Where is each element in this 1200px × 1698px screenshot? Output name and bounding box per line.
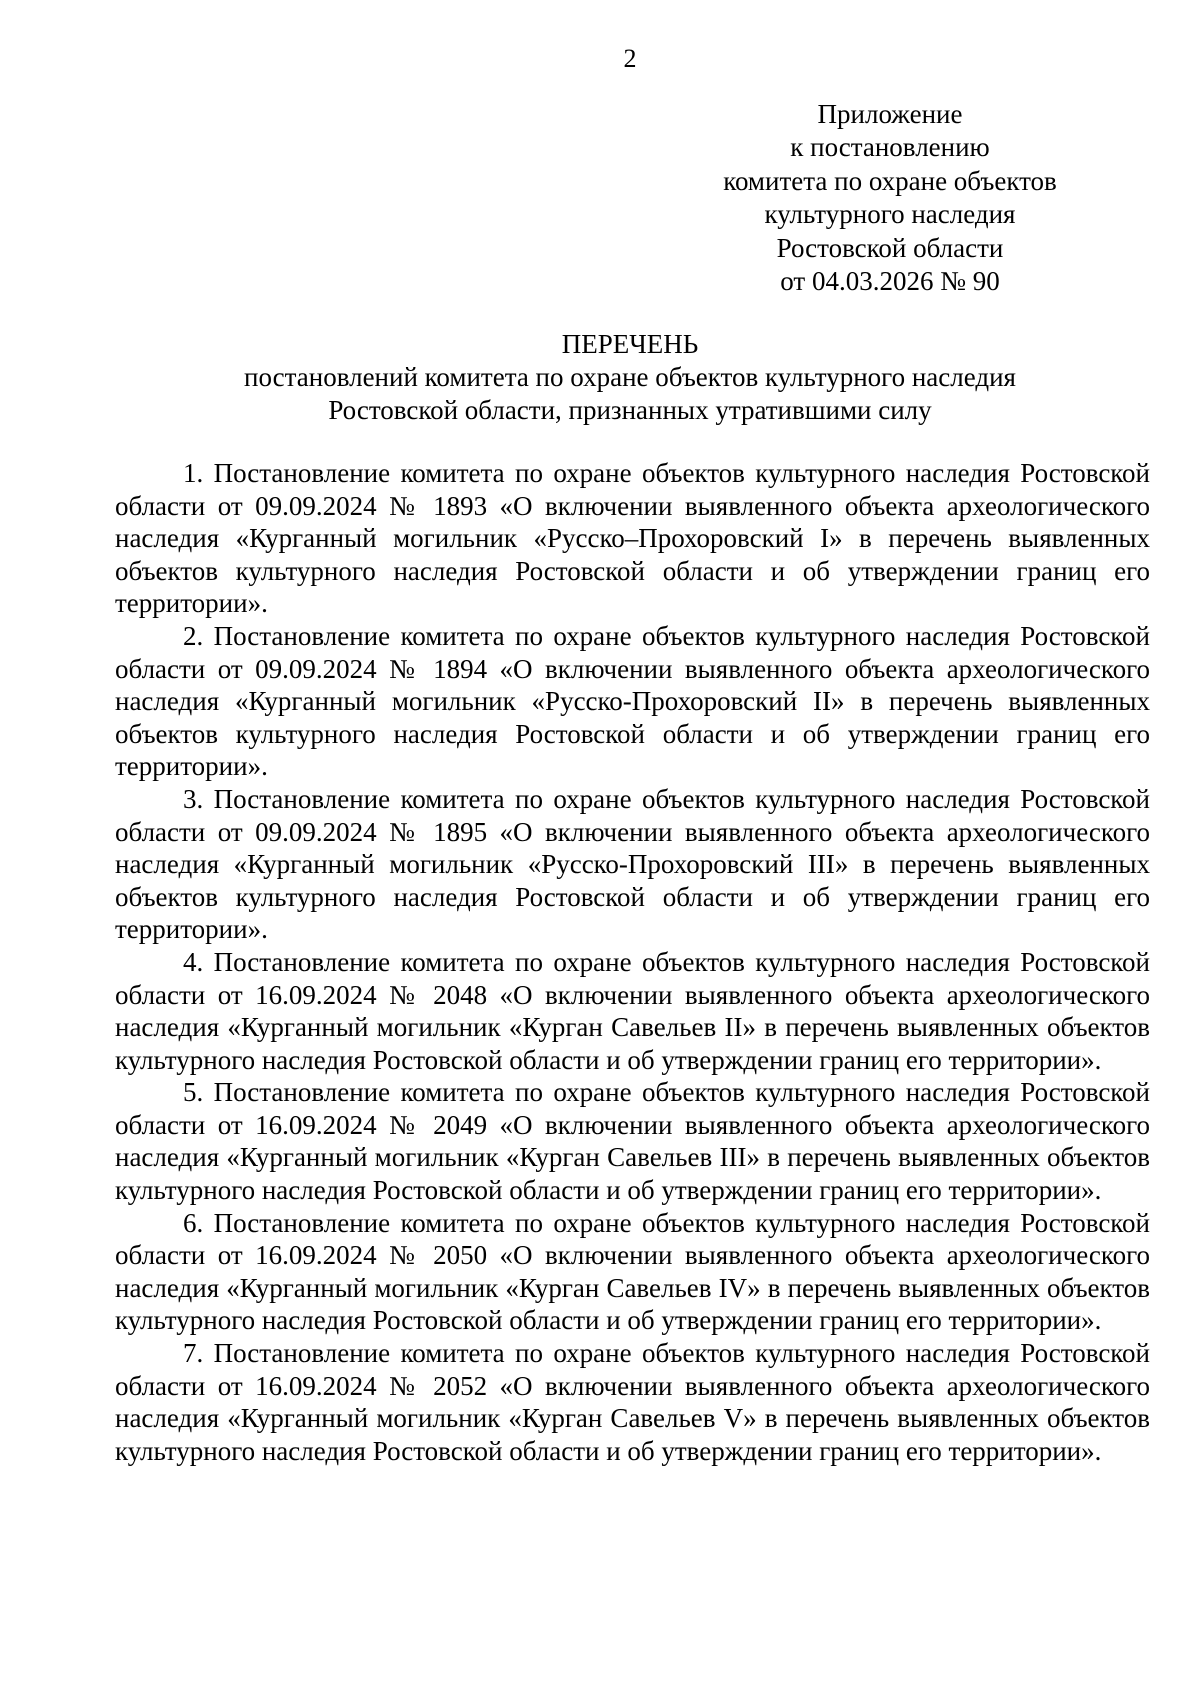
item-number: 2.	[183, 620, 204, 651]
item-number: 7.	[183, 1338, 204, 1369]
list-item	[115, 1207, 1150, 1337]
item-text: Постановление комитета по охране объектов культурного наследия Ростовской области от 16.09.2024 № 2049 «О включении выявленного объекта археологического наследия «Курганный могильник «Курган Савельев III» в перечень выявленных объектов культурного наследия Ростовской области и об утверждении границ его территории».	[115, 1077, 1151, 1206]
item-text: Постановление комитета по охране объектов культурного наследия Ростовской области от 16.09.2024 № 2052 «О включении выявленного объекта археологического наследия «Курганный могильник «Курган Савельев V» в перечень выявленных объектов культурного наследия Ростовской области и об утверждении границ его территории».	[115, 1338, 1151, 1466]
appendix-line: культурного наследия	[764, 199, 1016, 230]
list-item	[115, 457, 1150, 620]
appendix-line: к постановлению	[790, 132, 990, 163]
item-number: 4.	[183, 946, 204, 977]
item-text: Постановление комитета по охране объектов культурного наследия Ростовской области от 09.09.2024 № 1893 «О включении выявленного объекта археологического наследия «Курганный могильник «Русско–Прохоровский I» в перечень выявленных объектов культурного наследия Ростовской области и об утверждении границ его территории».	[115, 458, 1151, 619]
item-text: Постановление комитета по охране объектов культурного наследия Ростовской области от 16.09.2024 № 2050 «О включении выявленного объекта археологического наследия «Курганный могильник «Курган Савельев IV» в перечень выявленных объектов культурного наследия Ростовской области и об утверждении границ его территории».	[115, 1207, 1151, 1336]
list-item	[115, 946, 1150, 1076]
title-subtitle-line: постановлений комитета по охране объектов культурного наследия	[244, 362, 1016, 392]
appendix-line: Ростовской области	[776, 232, 1004, 263]
appendix-line: Приложение	[817, 99, 963, 129]
list-item	[115, 1076, 1150, 1206]
item-text: Постановление комитета по охране объектов культурного наследия Ростовской области от 09.09.2024 № 1894 «О включении выявленного объекта археологического наследия «Курганный могильник «Русско-Прохоровский II» в перечень выявленных объектов культурного наследия Ростовской области и об утверждении границ его территории».	[115, 620, 1151, 782]
item-number: 5.	[183, 1077, 204, 1108]
appendix-header	[700, 98, 1080, 298]
item-number: 3.	[183, 783, 204, 814]
item-text: Постановление комитета по охране объектов культурного наследия Ростовской области от 16.09.2024 № 2048 «О включении выявленного объекта археологического наследия «Курганный могильник «Курган Савельев II» в перечень выявленных объектов культурного наследия Ростовской области и об утверждении границ его территории».	[115, 946, 1151, 1075]
title-subtitle-line: Ростовской области, признанных утратившими силу	[328, 395, 932, 425]
document-title	[100, 328, 1160, 427]
resolutions-list	[115, 457, 1150, 1467]
item-text: Постановление комитета по охране объектов культурного наследия Ростовской области от 09.09.2024 № 1895 «О включении выявленного объекта археологического наследия «Курганный могильник «Русско-Прохоровский III» в перечень выявленных объектов культурного наследия Ростовской области и об утверждении границ его территории».	[115, 783, 1151, 945]
list-item	[115, 620, 1150, 783]
title-heading: ПЕРЕЧЕНЬ	[561, 329, 699, 359]
page-number: 2	[623, 44, 637, 73]
appendix-line: комитета по охране объектов	[723, 165, 1057, 196]
list-item	[115, 1337, 1150, 1467]
list-item	[115, 783, 1150, 946]
item-number: 6.	[183, 1207, 204, 1238]
item-number: 1.	[183, 458, 204, 488]
appendix-line: от 04.03.2026 № 90	[780, 266, 1000, 297]
